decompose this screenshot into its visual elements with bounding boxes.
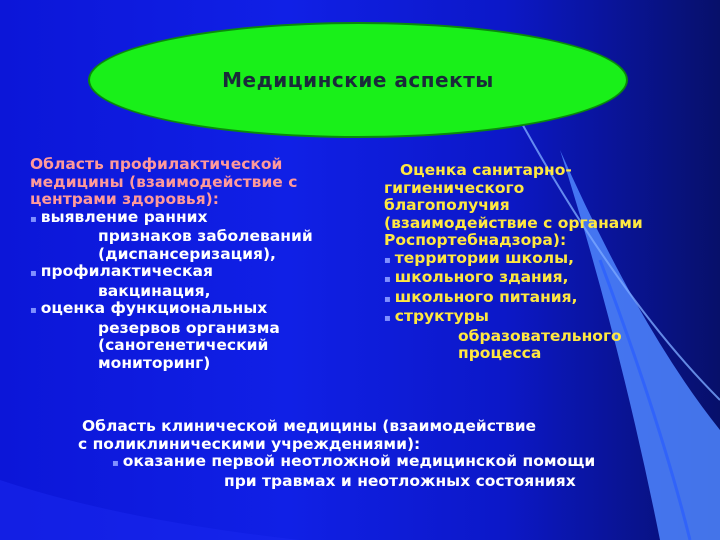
bullet-icon: ▪	[30, 268, 37, 279]
list-item-cont: при травмах и неотложных состояниях	[224, 471, 576, 490]
list-item: ▪ выявление ранних	[30, 207, 208, 226]
list-item: ▪ территории школы,	[384, 248, 575, 267]
heading-line: (взаимодействие с органами	[384, 213, 643, 232]
heading-line: с поликлиническими учреждениями):	[78, 434, 421, 453]
list-item: ▪ профилактическая	[30, 262, 213, 280]
list-item: ▪ структуры	[384, 307, 489, 325]
list-item-cont: признаков заболеваний	[98, 227, 313, 245]
bullet-icon: ▪	[384, 293, 391, 305]
list-item-cont: (диспансеризация),	[98, 244, 276, 263]
bullet-icon: ▪	[384, 254, 391, 266]
title-oval	[88, 22, 628, 138]
heading-line: благополучия	[384, 196, 510, 214]
heading-line: гигиенического	[384, 178, 525, 197]
list-item: ▪ школьного здания,	[384, 268, 569, 286]
heading-line: Область профилактической	[30, 155, 283, 173]
heading-line: Роспортебнадзора):	[384, 231, 567, 249]
bullet-icon: ▪	[30, 305, 37, 316]
heading-line: медицины (взаимодействие с	[30, 172, 298, 191]
list-item: ▪ школьного питания,	[384, 287, 578, 306]
heading-line: Область клинической медицины (взаимодействие	[82, 417, 537, 435]
page-title: Медицинские аспекты	[222, 68, 494, 92]
sanitary-block	[384, 162, 643, 363]
list-item-cont: процесса	[458, 344, 542, 362]
list-item-cont: образовательного	[458, 326, 622, 345]
list-item: ▪ оказание первой неотложной медицинской помощи	[112, 452, 596, 470]
bullet-icon: ▪	[30, 213, 37, 225]
heading-line: центрами здоровья):	[30, 190, 219, 208]
heading-line: Оценка санитарно-	[400, 161, 572, 179]
bullet-icon: ▪	[112, 458, 119, 469]
prophylactic-block	[30, 156, 313, 372]
list-item-cont: мониторинг)	[98, 353, 211, 372]
bullet-icon: ▪	[384, 313, 391, 324]
list-item: ▪ оценка функциональных	[30, 299, 268, 317]
clinical-block	[78, 418, 595, 490]
bullet-icon: ▪	[384, 274, 391, 285]
list-item-cont: резервов организма	[98, 318, 280, 337]
list-item-cont: (саногенетический	[98, 336, 269, 354]
list-item-cont: вакцинация,	[98, 281, 211, 300]
